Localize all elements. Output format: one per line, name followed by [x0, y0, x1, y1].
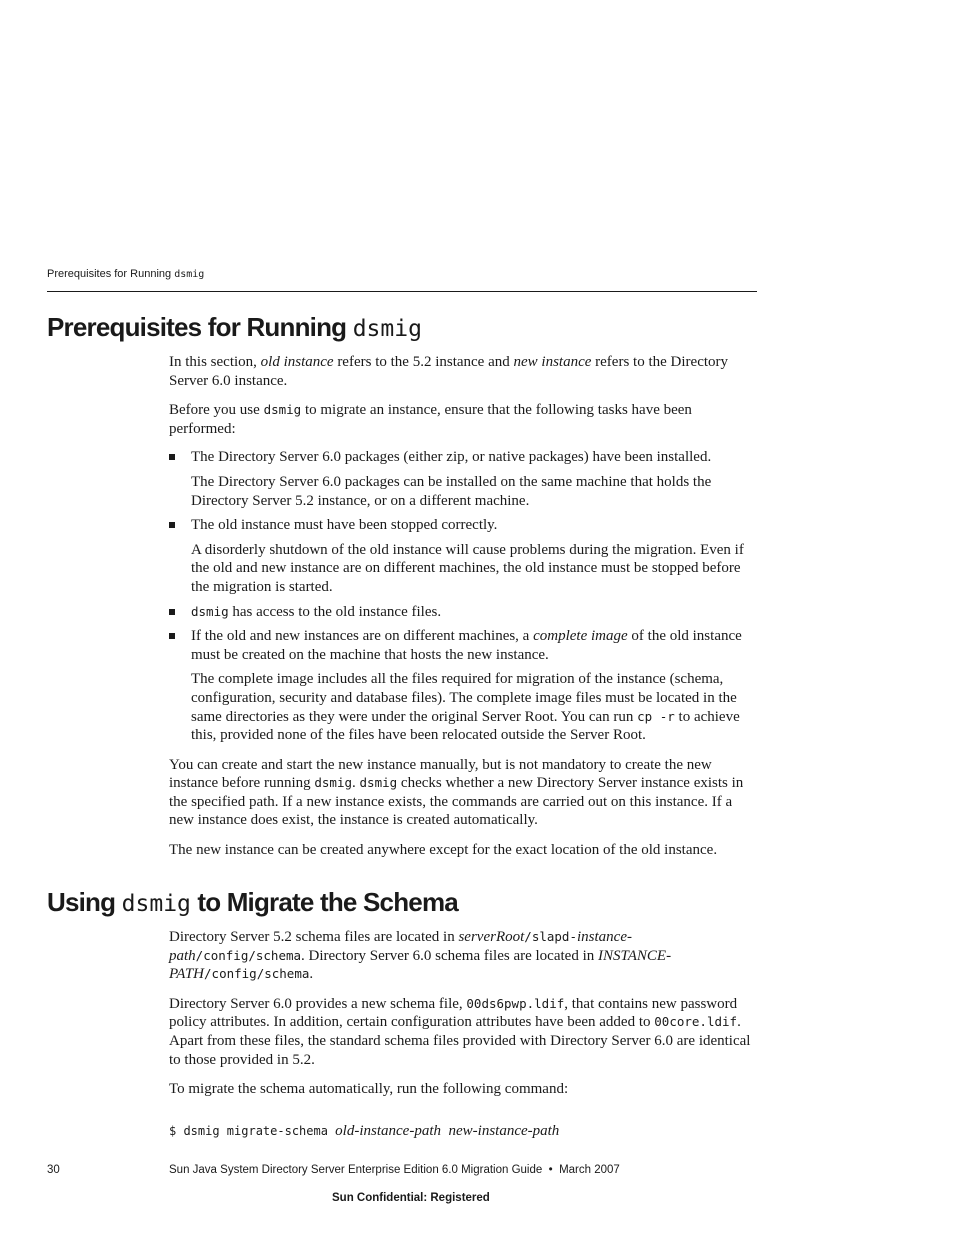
code: /config/schema	[204, 966, 310, 982]
text: Before you use	[169, 402, 264, 419]
paragraph	[169, 928, 759, 984]
running-header-text: Prerequisites for Running	[47, 268, 175, 280]
paragraph: The new instance can be created anywhere except for the exact location of the old instance.	[169, 842, 718, 859]
text: has access to the old instance files.	[228, 603, 442, 620]
running-header-code: dsmig	[174, 269, 205, 280]
text: Directory Server 6.0 provides a new schema file,	[169, 995, 467, 1012]
code: dsmig	[359, 775, 398, 791]
paragraph	[169, 401, 759, 438]
section-prerequisites-body	[169, 353, 759, 860]
text: , that contains new password policy attributes. In addition, certain configuration attributes have been added to	[169, 995, 738, 1031]
emphasis: serverRoot	[458, 929, 525, 945]
paragraph: To migrate the schema automatically, run the following command:	[169, 1081, 569, 1098]
list-item	[169, 603, 759, 622]
code: cp -r	[637, 708, 675, 724]
book-title: Sun Java System Directory Server Enterprise Edition 6.0 Migration Guide • March 2007	[169, 1164, 620, 1176]
text: to achieve this, provided none of the files have been relocated outside the Server Root.	[191, 708, 740, 744]
section-heading-prerequisites	[47, 312, 422, 343]
text: refers to the 5.2 instance and	[333, 354, 514, 370]
heading-text: Using	[47, 887, 122, 917]
bullet-square-icon	[169, 454, 175, 460]
text: . Apart from these files, the standard schema files provided with Directory Server 6.0 are identical to those provided in 5.2.	[169, 1014, 751, 1068]
command-example	[169, 1122, 759, 1141]
heading-code: dsmig	[352, 316, 422, 342]
command-text: $ dsmig migrate-schema	[169, 1123, 336, 1138]
emphasis: complete image	[533, 628, 628, 645]
text: refers to the Directory Server 6.0 instance.	[169, 354, 729, 389]
bullet-square-icon	[169, 609, 175, 615]
command-arg: new-instance-path	[448, 1122, 560, 1139]
text: You can create and start the new instance manually, but is not mandatory to create the new instance before running	[169, 756, 712, 792]
heading-text: Prerequisites for Running	[47, 312, 353, 342]
emphasis: instance-path	[169, 929, 632, 964]
text: The Directory Server 6.0 packages (either zip, or native packages) have been installed.	[191, 449, 712, 466]
emphasis: new instance	[513, 354, 592, 370]
list-item-detail: A disorderly shutdown of the old instance will cause problems during the migration. Even if the old and new instance are on different machines, the old instance must be stopped before the migration is started.	[191, 541, 744, 595]
heading-code: dsmig	[121, 891, 191, 917]
emphasis: INSTANCE-PATH	[169, 947, 672, 983]
text: Directory Server 5.2 schema files are located in	[169, 929, 459, 945]
text: The old instance must have been stopped correctly.	[191, 517, 498, 534]
paragraph	[169, 995, 759, 1069]
paragraph	[169, 353, 759, 390]
text: .	[352, 775, 360, 792]
section-migrate-schema-body	[169, 928, 759, 1140]
code: dsmig	[191, 603, 229, 619]
code: 00core.ldif	[654, 1014, 738, 1030]
code: 00ds6pwp.ldif	[466, 995, 565, 1011]
running-header	[47, 268, 757, 280]
emphasis: old instance	[260, 354, 334, 370]
page-number: 30	[47, 1164, 60, 1176]
list-item-detail: The Directory Server 6.0 packages can be installed on the same machine that holds the Directory Server 5.2 instance, or on a different machine.	[191, 473, 712, 509]
command-arg: old-instance-path	[335, 1122, 441, 1139]
prerequisite-list	[169, 448, 759, 744]
header-rule	[47, 291, 757, 292]
paragraph	[169, 756, 759, 830]
confidential-notice: Sun Confidential: Registered	[332, 1192, 490, 1204]
code: dsmig	[314, 775, 353, 791]
code: dsmig	[263, 402, 302, 418]
list-item-detail	[191, 670, 759, 744]
text: to migrate an instance, ensure that the following tasks have been performed:	[169, 402, 692, 437]
text: . Directory Server 6.0 schema files are located in	[301, 947, 598, 964]
code: /config/schema	[195, 947, 302, 963]
heading-text: to Migrate the Schema	[190, 887, 458, 917]
text: If the old and new instances are on different machines, a	[191, 628, 534, 645]
text: .	[309, 966, 314, 983]
text: The complete image includes all the files required for migration of the instance (schema, configuration, security and database files). The complete image files must be located in the same directories as they were under the original Server Root. You can run	[191, 671, 737, 725]
text: In this section,	[169, 354, 261, 370]
text: checks whether a new Directory Server instance exists in the specified path. If a new instance exists, the commands are carried out on this instance. If a new instance does exist, the instance is created automatically.	[169, 775, 744, 829]
list-item	[169, 516, 759, 596]
list-item	[169, 627, 759, 745]
bullet-square-icon	[169, 633, 175, 639]
text: of the old instance must be created on the machine that hosts the new instance.	[191, 628, 742, 663]
list-item	[169, 448, 759, 510]
bullet-square-icon	[169, 522, 175, 528]
section-heading-migrate-schema	[47, 887, 458, 918]
code: /slapd-	[524, 929, 577, 944]
